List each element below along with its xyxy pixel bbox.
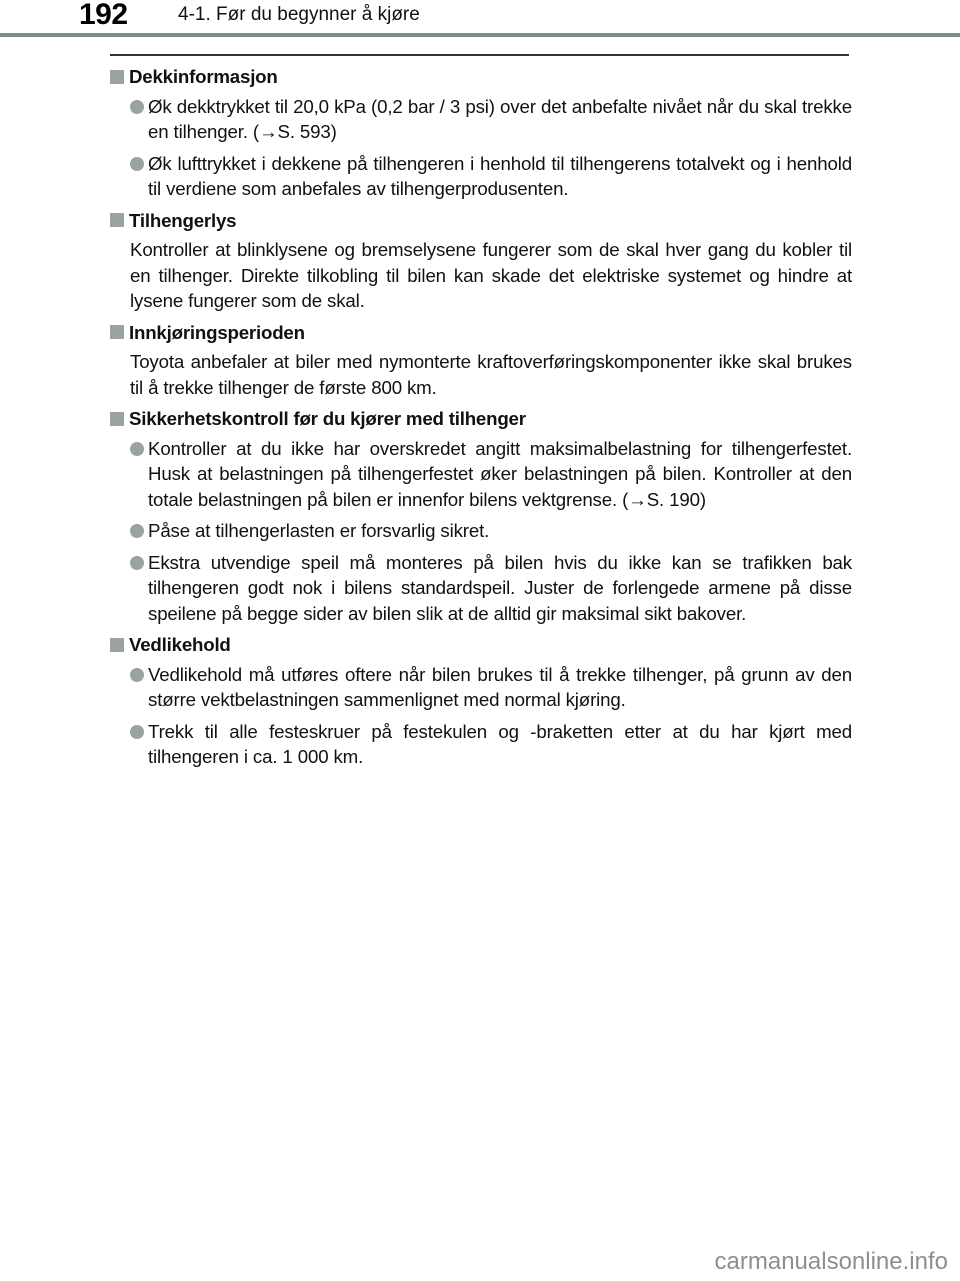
- circle-bullet-icon: [130, 100, 144, 114]
- square-bullet-icon: [110, 213, 124, 227]
- list-item: Øk lufttrykket i dekkene på tilhengeren i henhold til tilhengerens totalvekt og i henhold til verdiene som anbefales av tilhengerprodusenten.: [110, 151, 852, 202]
- list-item: Trekk til alle festeskruer på festekulen og -braketten etter at du har kjørt med tilhengeren i ca. 1 000 km.: [110, 719, 852, 770]
- section-heading: Sikkerhetskontroll før du kjører med tilhenger: [110, 406, 852, 432]
- square-bullet-icon: [110, 70, 124, 84]
- list-item: Påse at tilhengerlasten er forsvarlig sikret.: [110, 518, 852, 544]
- list-item: Kontroller at du ikke har overskredet angitt maksimalbelastning for tilhengerfestet. Husk at belastningen på tilhengerfestet øker belastningen på bilen. Kontroller at den totale belastningen på bilen er innenfor bilens vektgrense. (→S. 190): [110, 436, 852, 513]
- watermark: carmanualsonline.info: [714, 1248, 948, 1275]
- page-number: 192: [79, 0, 128, 31]
- chapter-title: 4-1. Før du begynner å kjøre: [178, 4, 420, 25]
- section-innkjoringsperioden: [110, 320, 852, 401]
- section-vedlikehold: [110, 632, 852, 770]
- section-rule: [110, 54, 849, 56]
- circle-bullet-icon: [130, 668, 144, 682]
- section-heading: Tilhengerlys: [110, 208, 852, 234]
- circle-bullet-icon: [130, 442, 144, 456]
- list-item: Ekstra utvendige speil må monteres på bilen hvis du ikke kan se trafikken bak tilhengeren godt nok i bilens standardspeil. Juster de forlengede armene på disse speilene på begge sider av bilen slik at de alltid gir maksimal sikt bakover.: [110, 550, 852, 627]
- square-bullet-icon: [110, 638, 124, 652]
- paragraph: Toyota anbefaler at biler med nymonterte kraftoverføringskomponenter ikke skal brukes til å trekke tilhenger de første 800 km.: [130, 351, 852, 398]
- circle-bullet-icon: [130, 556, 144, 570]
- square-bullet-icon: [110, 325, 124, 339]
- page-content: [110, 64, 852, 776]
- square-bullet-icon: [110, 412, 124, 426]
- circle-bullet-icon: [130, 524, 144, 538]
- section-heading: Dekkinformasjon: [110, 64, 852, 90]
- header-bar: [0, 33, 960, 37]
- list-item: Vedlikehold må utføres oftere når bilen brukes til å trekke tilhenger, på grunn av den større vektbelastningen sammenlignet med normal kjøring.: [110, 662, 852, 713]
- section-sikkerhetskontroll: [110, 406, 852, 626]
- section-heading: Vedlikehold: [110, 632, 852, 658]
- list-item: Øk dekktrykket til 20,0 kPa (0,2 bar / 3 psi) over det anbefalte nivået når du skal trekke en tilhenger. (→S. 593): [110, 94, 852, 145]
- circle-bullet-icon: [130, 157, 144, 171]
- circle-bullet-icon: [130, 725, 144, 739]
- section-dekkinformasjon: [110, 64, 852, 202]
- section-heading: Innkjøringsperioden: [110, 320, 852, 346]
- section-tilhengerlys: [110, 208, 852, 314]
- paragraph: Kontroller at blinklysene og bremselysene fungerer som de skal hver gang du kobler til en tilhenger. Direkte tilkobling til bilen kan skade det elektriske systemet og hindre at lysene fungerer som de skal.: [130, 239, 852, 311]
